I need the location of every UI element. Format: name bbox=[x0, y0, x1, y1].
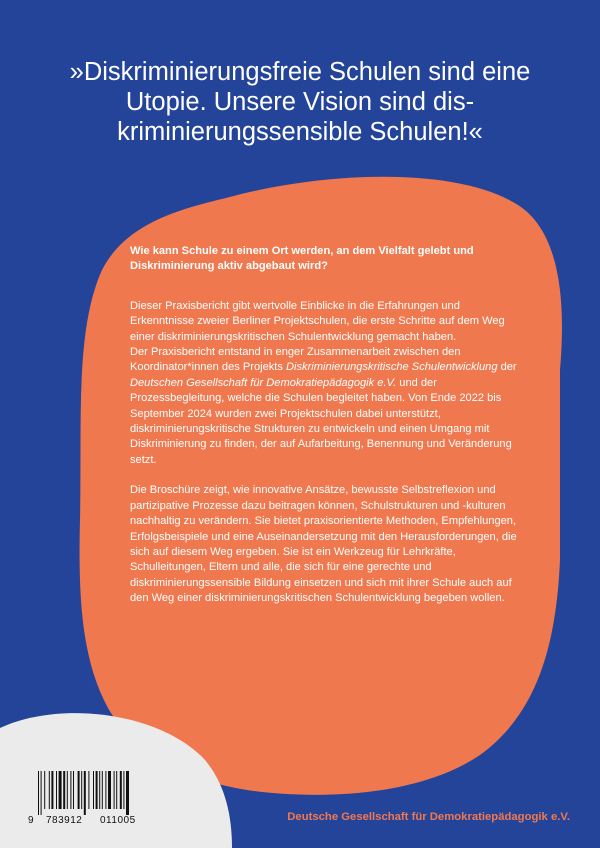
barcode-bar bbox=[44, 771, 45, 809]
barcode-bar bbox=[73, 771, 74, 809]
barcode-bar bbox=[67, 771, 68, 809]
barcode-bar bbox=[126, 771, 129, 815]
back-cover-text bbox=[130, 244, 520, 607]
barcode-bar bbox=[59, 771, 62, 809]
barcode-bar bbox=[51, 771, 53, 809]
barcode-bar bbox=[93, 771, 94, 809]
project-name: Diskriminierungskritische Schulentwicklung bbox=[286, 361, 498, 374]
barcode-bar bbox=[99, 771, 100, 809]
isbn-group-2: 011005 bbox=[100, 815, 136, 826]
organisation-name: Deutschen Gesellschaft für Demokratiepädagogik e.V. bbox=[130, 376, 397, 389]
barcode-bar bbox=[88, 771, 89, 809]
paragraph-2: Der Praxisbericht entstand in enger Zusammenarbeit zwischen den Koordinator*innen des Projekts Diskriminierungskritische Schulentwicklung der Deutschen Gesellschaft für Demokratiepädagogik e.V. und der Prozessbegleitung, welche die Schulen begleitet haben. Von Ende 2022 bis September 2024 wurden zwei Projektschulen dabei unterstützt, diskriminierungskritische Strukturen zu entwickeln und einen Umgang mit Diskriminierung zu finden, der auf Aufarbeitung, Benennung und Veränderung setzt. bbox=[130, 346, 517, 466]
barcode-bar bbox=[96, 771, 98, 809]
barcode-bar bbox=[84, 771, 86, 815]
barcode-bar bbox=[78, 771, 80, 809]
barcode-bar bbox=[70, 771, 71, 809]
isbn-lead-digit: 9 bbox=[28, 815, 35, 826]
barcode-bar bbox=[105, 771, 106, 809]
paragraph-3: Die Broschüre zeigt, wie innovative Ansätze, bewusste Selbstreflexion und partizipative Prozesse dazu beitragen können, Schulstrukturen und -kulturen nachhaltig zu verändern. Sie bietet praxisorientierte Methoden, Empfehlungen, Erfolgsbeispiele und eine Auseinandersetzung mit den Herausforderungen, die sich auf diesem Weg ergeben. Sie ist ein Werkzeug für Lehrkräfte, Schulleitungen, Eltern und alle, die sich für eine gerechte und diskriminierungssensible Bildung einsetzen und sich mit ihrer Schule auch auf den Weg einer diskriminierungskritischen Schulentwicklung begeben wollen. bbox=[130, 484, 517, 605]
isbn-barcode bbox=[28, 771, 158, 827]
paragraph-1: Dieser Praxisbericht gibt wertvolle Einblicke in die Erfahrungen und Erkenntnisse zweier Berliner Projektschulen, die erste Schritte auf dem Weg einer diskriminierungskritischen Schulentwicklung gemacht haben. bbox=[130, 299, 505, 343]
barcode-bar bbox=[114, 771, 115, 809]
barcode-bar bbox=[38, 771, 39, 815]
barcode-bar bbox=[41, 771, 42, 815]
publisher-name: Deutsche Gesellschaft für Demokratiepädagogik e.V. bbox=[287, 811, 570, 823]
barcode-bar bbox=[123, 771, 124, 809]
isbn-group-1: 783912 bbox=[46, 815, 83, 826]
barcode-bar bbox=[102, 771, 103, 809]
barcode-bar bbox=[81, 771, 82, 809]
headline-quote: »Diskriminierungsfreie Schulen sind eine Utopie. Unsere Vision sind dis-kriminierungssensible Schulen!« bbox=[69, 58, 531, 146]
barcode-bar bbox=[116, 771, 117, 809]
lead-question: Wie kann Schule zu einem Ort werden, an dem Vielfalt gelebt und Diskriminierung aktiv abgebaut wird? bbox=[130, 245, 474, 273]
barcode-bar bbox=[108, 771, 111, 809]
barcode-bar bbox=[49, 771, 50, 809]
barcode-bar bbox=[120, 771, 122, 809]
barcode-bar bbox=[56, 771, 57, 809]
barcode-bar bbox=[63, 771, 65, 809]
barcode-bars bbox=[28, 771, 158, 815]
